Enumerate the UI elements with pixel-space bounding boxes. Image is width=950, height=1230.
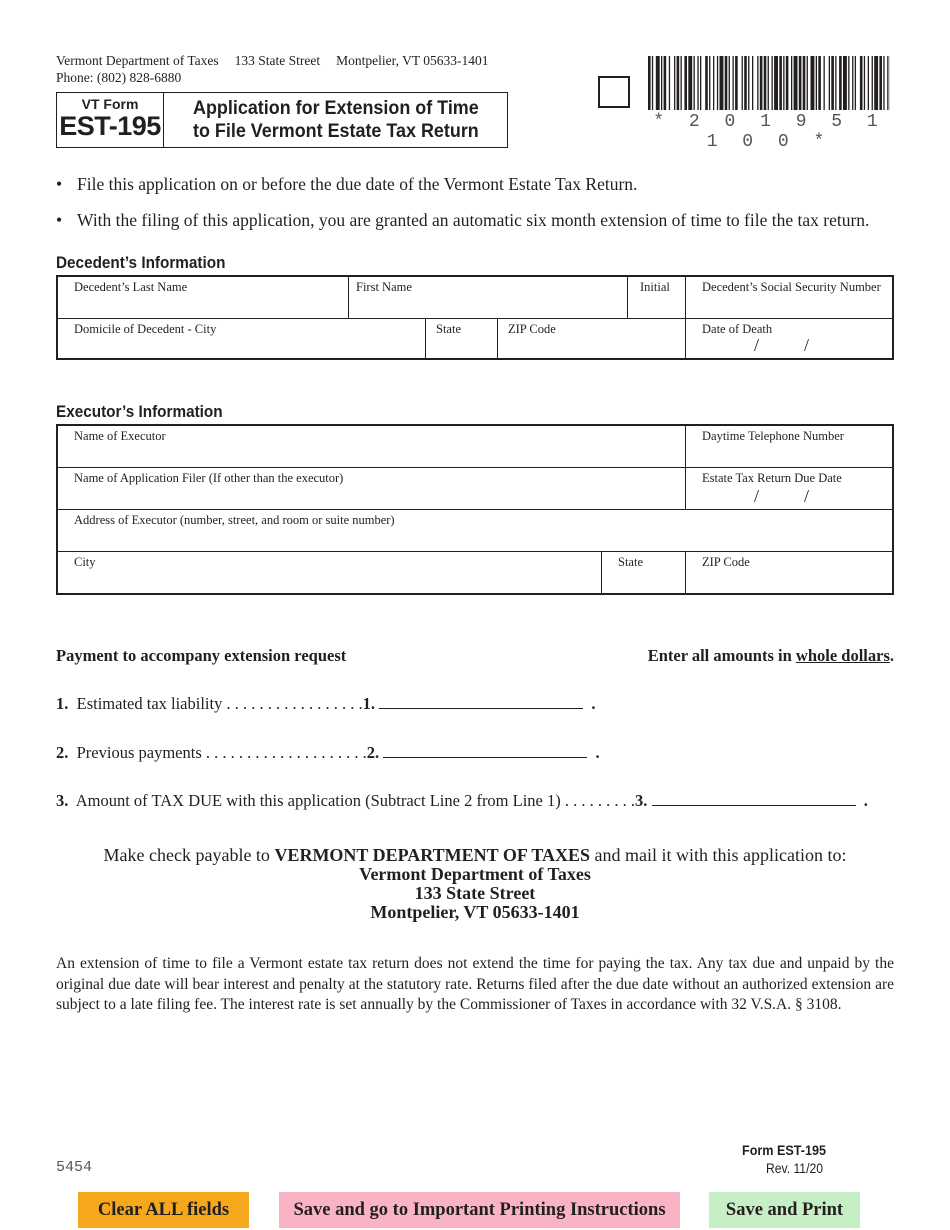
payment-heading: Payment to accompany extension request [56,646,347,665]
barcode-bar [843,56,847,110]
form-title [193,97,479,143]
barcode-bar [725,56,728,110]
barcode-bar [879,56,882,110]
bullet-mark: • [56,174,63,194]
line-2-label: Previous payments [76,743,202,762]
whole-dollars-underlined: whole dollars [795,646,890,665]
save-printing-instructions-button[interactable]: Save and go to Important Printing Instructions [279,1192,680,1228]
line-2-leader: . . . . . . . . . . . . . . . . . . . . [201,743,367,762]
barcode-bar [835,56,836,110]
barcode-bar [774,56,778,110]
barcode-bar [772,56,773,110]
barcode-bar [709,56,710,110]
agency-name: Vermont Department of Taxes [56,53,219,68]
barcode-bar [705,56,708,110]
decedent-zip-field[interactable]: ZIP Code [508,322,556,336]
line-1-decimal: . [591,694,596,713]
decedent-grid [56,275,894,360]
agency-address-line [56,53,504,69]
barcode-bar [799,56,802,110]
barcode-bar [868,56,869,110]
line-3-number: 3. [56,791,69,810]
clear-all-fields-button[interactable]: Clear ALL fields [78,1192,249,1228]
barcode-bar [674,56,675,110]
barcode-bar [677,56,680,110]
executor-city-field[interactable]: City [74,555,96,569]
barcode-bar [733,56,734,110]
barcode-bar [848,56,849,110]
extension-notice: An extension of time to file a Vermont estate tax return does not extend the time for paying the tax. Any tax due and unpaid by the original due date will bear interest and penalty at the statutory rate. Returns filed after the due date without an authorized extension are subject to a late filing fee. The interest rate is set annually by the Commissioner of Taxes in accordance with 32 V.S.A. § 3108. [56,955,894,1013]
form-id-block [57,93,164,147]
line-2 [56,743,600,763]
barcode-bar [684,56,687,110]
barcode-bar [681,56,682,110]
barcode-bar [831,56,834,110]
barcode-bar [883,56,884,110]
decedent-section-title: Decedent’s Information [56,253,226,272]
barcode-bar [874,56,878,110]
date-of-death-field[interactable]: Date of Death [702,322,773,336]
executor-phone-field[interactable]: Daytime Telephone Number [702,429,844,443]
decedent-state-field[interactable]: State [436,322,461,336]
executor-section-title: Executor’s Information [56,402,223,421]
payee-name: VERMONT DEPARTMENT OF TAXES [274,845,591,865]
barcode-bar [860,56,863,110]
return-due-date-field[interactable]: Estate Tax Return Due Date [702,471,842,485]
decedent-first-name-field[interactable]: First Name [356,280,412,294]
barcode-bar [839,56,842,110]
form-title-line2: to File Vermont Estate Tax Return [193,120,479,142]
barcode-bar [816,56,817,110]
barcode-bar [824,56,825,110]
barcode-bar [735,56,738,110]
barcode-bar [717,56,718,110]
barcode-bar [852,56,853,110]
date-of-death-slashes: / / [754,335,810,355]
barcode-bar [694,56,695,110]
barcode-bar [764,56,767,110]
line-2-number: 2. [56,743,69,762]
line-3 [56,791,868,811]
barcode [648,56,890,110]
agency-city: Montpelier, VT 05633-1401 [336,53,489,68]
agency-street: 133 State Street [234,53,321,68]
barcode-bar [779,56,782,110]
barcode-bar [757,56,758,110]
form-code: EST-195 [59,111,161,141]
barcode-bar [791,56,792,110]
form-title-box [56,92,508,148]
barcode-bar [829,56,830,110]
form-vt-label: VT Form [81,96,139,112]
barcode-bar [648,56,651,110]
decedent-last-name-field[interactable]: Decedent’s Last Name [74,280,188,294]
line-1-ref: 1. [362,694,375,713]
mailing-instruction: Make check payable to VERMONT DEPARTMENT OF TAXES and mail it with this application to: [103,845,847,865]
barcode-bar [664,56,667,110]
executor-zip-field[interactable]: ZIP Code [702,555,750,569]
line-2-amount-input[interactable] [383,743,587,758]
form-checkbox[interactable] [598,76,630,108]
form-title-line1: Application for Extension of Time [193,97,479,119]
instruction-2: • With the filing of this application, you are granted an automatic six month extension of time to file the tax return. [56,210,870,230]
line-3-decimal: . [863,791,868,810]
save-and-print-button[interactable]: Save and Print [709,1192,860,1228]
line-1-number: 1. [56,694,69,713]
barcode-bar [742,56,743,110]
barcode-bar [656,56,660,110]
footer-form-label: Form EST-195 [742,1142,827,1158]
barcode-bar [729,56,730,110]
barcode-bar [887,56,888,110]
barcode-bar [697,56,698,110]
barcode-bar [803,56,806,110]
executor-name-field[interactable]: Name of Executor [74,429,166,443]
barcode-bar [864,56,865,110]
due-date-slashes: / / [754,486,810,506]
barcode-bar [713,56,714,110]
line-3-amount-input[interactable] [652,791,856,806]
barcode-bar [748,56,749,110]
barcode-bar [661,56,662,110]
mailing-address-2: 133 State Street [414,883,536,903]
bullet-mark: • [56,210,63,230]
mailing-address-3: Montpelier, VT 05633-1401 [370,902,580,922]
barcode-bar [720,56,724,110]
line-1-leader: . . . . . . . . . . . . . . . . . [222,694,363,713]
barcode-bar [786,56,789,110]
barcode-bar [752,56,753,110]
barcode-number: * 2 0 1 9 5 1 1 0 0 * [653,112,885,152]
barcode-bar [768,56,769,110]
barcode-bar [744,56,747,110]
footer-code: 5454 [56,1159,93,1176]
whole-dollars-note: Enter all amounts in whole dollars. [647,646,894,665]
mailing-address-1: Vermont Department of Taxes [359,864,591,884]
barcode-bar [783,56,784,110]
line-3-ref: 3. [635,791,648,810]
barcode-bar [794,56,798,110]
domicile-city-field[interactable]: Domicile of Decedent - City [74,322,217,336]
barcode-bar [669,56,670,110]
barcode-bar [811,56,815,110]
instruction-1: • File this application on or before the due date of the Vermont Estate Tax Return. [56,174,638,194]
line-3-leader: . . . . . . . . . [560,791,636,810]
barcode-bar [855,56,856,110]
barcode-bar [807,56,808,110]
agency-phone: Phone: (802) 828-6880 [56,70,182,85]
line-2-ref: 2. [366,743,380,762]
line-1 [56,694,595,714]
footer-revision: Rev. 11/20 [766,1161,823,1176]
barcode-bar [818,56,821,110]
line-1-amount-input[interactable] [379,694,583,709]
application-filer-field[interactable]: Name of Application Filer (If other than the executor) [74,471,344,485]
executor-address-field[interactable]: Address of Executor (number, street, and room or suite number) [74,513,395,527]
decedent-initial-field[interactable]: Initial [640,280,670,294]
barcode-bar [652,56,653,110]
line-3-label: Amount of TAX DUE with this application (Subtract Line 2 from Line 1) [75,791,561,810]
executor-grid [56,424,894,595]
line-1-label: Estimated tax liability [76,694,223,713]
barcode-bar [760,56,763,110]
decedent-ssn-field[interactable]: Decedent’s Social Security Number [702,280,881,294]
barcode-bar [688,56,692,110]
line-2-decimal: . [595,743,600,762]
barcode-bar [872,56,873,110]
executor-state-field[interactable]: State [618,555,643,569]
barcode-bar [700,56,701,110]
